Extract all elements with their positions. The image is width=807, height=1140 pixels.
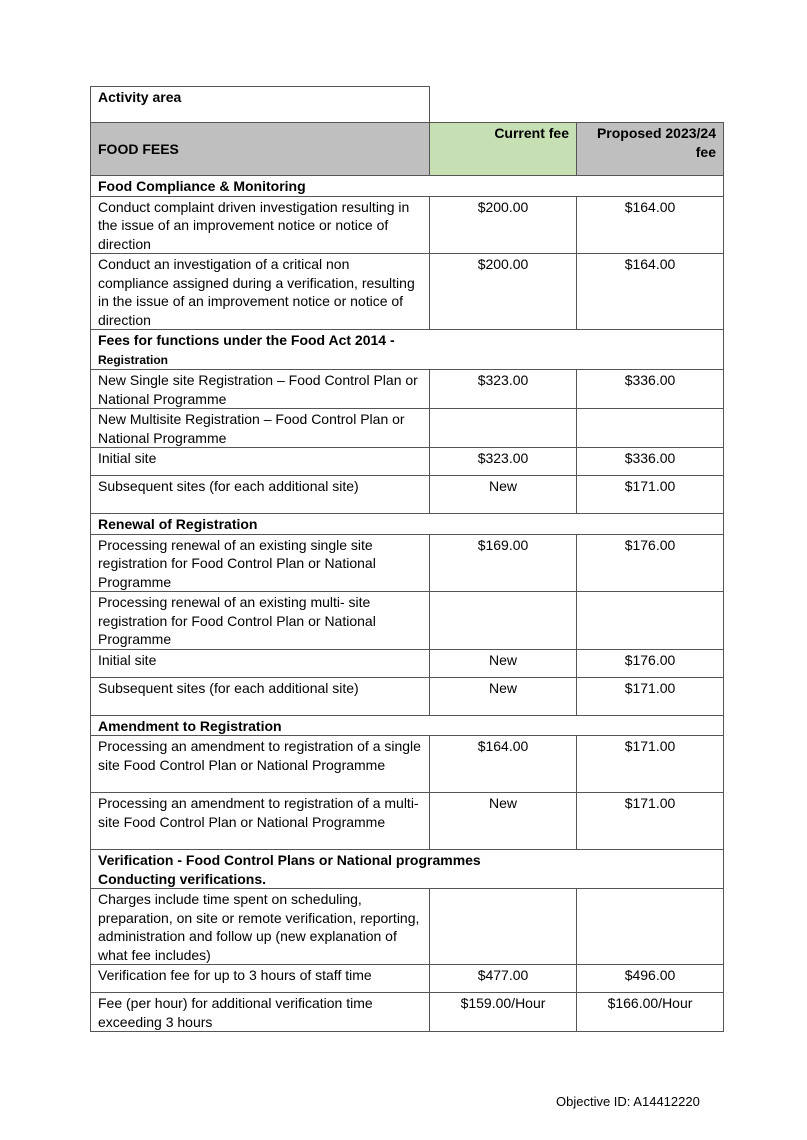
proposed-fee-heading: Proposed 2023/24 fee <box>577 123 724 176</box>
current-fee-cell <box>430 889 577 965</box>
current-fee-cell: New <box>430 476 577 514</box>
proposed-fee-cell: $164.00 <box>577 254 724 330</box>
current-fee-cell: $477.00 <box>430 965 577 993</box>
proposed-fee-cell: $336.00 <box>577 448 724 476</box>
activity-cell: Charges include time spent on scheduling, preparation, on site or remote verification, reporting, administration and follow up (new explanation of what fee includes) <box>91 889 430 965</box>
section-row <box>91 514 724 535</box>
current-fee-cell <box>430 409 577 448</box>
proposed-fee-cell: $171.00 <box>577 677 724 715</box>
table-row <box>91 889 724 965</box>
table-row <box>91 476 724 514</box>
table-row <box>91 448 724 476</box>
proposed-fee-cell: $164.00 <box>577 196 724 254</box>
proposed-fee-cell: $171.00 <box>577 736 724 793</box>
activity-cell: New Single site Registration – Food Control Plan or National Programme <box>91 370 430 409</box>
table-header-row <box>91 123 724 176</box>
activity-cell: Processing renewal of an existing single site registration for Food Control Plan or National Programme <box>91 534 430 592</box>
table-row <box>91 592 724 650</box>
current-fee-cell: $164.00 <box>430 736 577 793</box>
table-row <box>91 677 724 715</box>
activity-cell: Conduct an investigation of a critical non compliance assigned during a verification, resulting in the issue of an improvement notice or notice of direction <box>91 254 430 330</box>
proposed-fee-cell <box>577 409 724 448</box>
activity-cell: Processing renewal of an existing multi- site registration for Food Control Plan or National Programme <box>91 592 430 650</box>
current-fee-cell: $169.00 <box>430 534 577 592</box>
section-title: Amendment to Registration <box>91 715 724 736</box>
activity-cell: Conduct complaint driven investigation resulting in the issue of an improvement notice or notice of direction <box>91 196 430 254</box>
table-row <box>91 534 724 592</box>
proposed-fee-cell: $176.00 <box>577 649 724 677</box>
table-row <box>91 993 724 1032</box>
section-row <box>91 715 724 736</box>
proposed-fee-cell: $171.00 <box>577 476 724 514</box>
current-fee-cell: $200.00 <box>430 254 577 330</box>
table-row <box>91 649 724 677</box>
proposed-fee-cell <box>577 889 724 965</box>
activity-cell: Processing an amendment to registration of a multi-site Food Control Plan or National Programme <box>91 793 430 850</box>
current-fee-cell: New <box>430 649 577 677</box>
proposed-fee-cell: $176.00 <box>577 534 724 592</box>
current-fee-cell: $323.00 <box>430 448 577 476</box>
activity-cell: Initial site <box>91 649 430 677</box>
food-fees-table <box>90 86 724 1032</box>
proposed-fee-cell: $496.00 <box>577 965 724 993</box>
table-row <box>91 409 724 448</box>
table-row <box>91 370 724 409</box>
table-row <box>91 736 724 793</box>
activity-cell: Subsequent sites (for each additional site) <box>91 677 430 715</box>
food-fees-heading: FOOD FEES <box>91 123 430 176</box>
section-row <box>91 330 724 370</box>
current-fee-cell <box>430 592 577 650</box>
current-fee-cell: New <box>430 677 577 715</box>
activity-cell: Initial site <box>91 448 430 476</box>
table-row <box>91 793 724 850</box>
current-fee-heading: Current fee <box>430 123 577 176</box>
section-title: Verification - Food Control Plans or National programmes Conducting verifications. <box>91 850 724 889</box>
activity-area-heading: Activity area <box>91 87 430 123</box>
proposed-fee-cell: $166.00/Hour <box>577 993 724 1032</box>
section-row <box>91 176 724 197</box>
section-title: Fees for functions under the Food Act 2014 - Registration <box>91 330 724 370</box>
current-fee-cell: $159.00/Hour <box>430 993 577 1032</box>
activity-cell: Fee (per hour) for additional verification time exceeding 3 hours <box>91 993 430 1032</box>
current-fee-cell: New <box>430 793 577 850</box>
table-row <box>91 254 724 330</box>
section-title: Food Compliance & Monitoring <box>91 176 724 197</box>
activity-cell: Processing an amendment to registration of a single site Food Control Plan or National Programme <box>91 736 430 793</box>
proposed-fee-cell: $336.00 <box>577 370 724 409</box>
table-row <box>91 965 724 993</box>
current-fee-cell: $323.00 <box>430 370 577 409</box>
table-header-row <box>91 87 724 123</box>
proposed-fee-cell: $171.00 <box>577 793 724 850</box>
section-row <box>91 850 724 889</box>
activity-cell: Subsequent sites (for each additional site) <box>91 476 430 514</box>
section-title: Renewal of Registration <box>91 514 724 535</box>
table-row <box>91 196 724 254</box>
objective-id-footer: Objective ID: A14412220 <box>556 1094 700 1109</box>
activity-cell: Verification fee for up to 3 hours of staff time <box>91 965 430 993</box>
activity-cell: New Multisite Registration – Food Control Plan or National Programme <box>91 409 430 448</box>
proposed-fee-cell <box>577 592 724 650</box>
current-fee-cell: $200.00 <box>430 196 577 254</box>
